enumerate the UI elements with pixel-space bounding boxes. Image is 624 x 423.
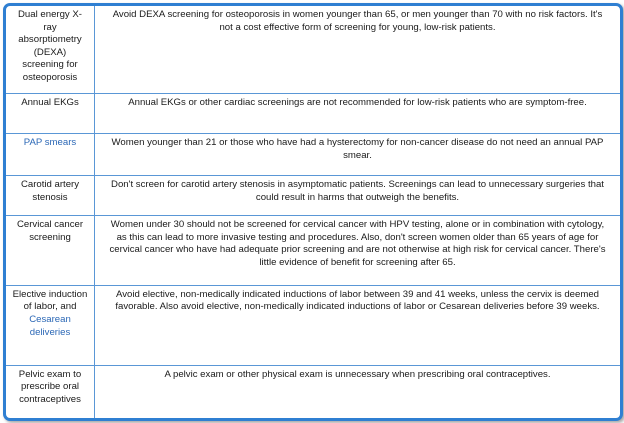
table-row — [6, 216, 620, 286]
table-row — [6, 94, 620, 134]
topic-cell — [6, 285, 95, 365]
table-row — [6, 134, 620, 176]
recommendation-cell: Don't screen for carotid artery stenosis in asymptomatic patients. Screenings can lead to unnecessary surgeries that could result in harms that outweigh the benefits. — [95, 176, 621, 216]
recommendation-cell: Avoid DEXA screening for osteoporosis in women younger than 65, or men younger than 70 with no risk factors. It's not a cost effective form of screening for young, low-risk patients. — [95, 6, 621, 94]
topic-cell: Pelvic exam to prescribe oral contraceptives — [6, 365, 95, 418]
topic-cell: Annual EKGs — [6, 94, 95, 134]
cesarean-link[interactable]: Cesarean deliveries — [29, 313, 71, 338]
recommendation-cell: Women younger than 21 or those who have had a hysterectomy for non-cancer disease do not need an annual PAP smear. — [95, 134, 621, 176]
recommendations-table — [6, 6, 620, 418]
recommendations-table-frame — [3, 3, 623, 421]
recommendation-cell: Annual EKGs or other cardiac screenings are not recommended for low-risk patients who are symptom-free. — [95, 94, 621, 134]
recommendation-cell: Women under 30 should not be screened for cervical cancer with HPV testing, alone or in combination with cytology, as this can lead to more invasive testing and procedures. Also, don't screen women older than 65 years of age for cervical cancer who have had adequate prior screening and are not otherwise at high risk for cervical cancer. There's little evidence of benefit for screening after 65. — [95, 216, 621, 286]
recommendation-cell: A pelvic exam or other physical exam is unnecessary when prescribing oral contraceptives. — [95, 365, 621, 418]
recommendation-cell: Avoid elective, non-medically indicated inductions of labor between 39 and 41 weeks, unless the cervix is deemed favorable. Also avoid elective, non-medically indicated inductions of labor or Cesarean deliveries before 39 weeks. — [95, 285, 621, 365]
topic-cell: Cervical cancer screening — [6, 216, 95, 286]
topic-text: Elective induction of labor, and — [12, 288, 88, 313]
topic-link[interactable]: PAP smears — [6, 134, 95, 176]
topic-cell: Carotid artery stenosis — [6, 176, 95, 216]
table-row — [6, 285, 620, 365]
table-row — [6, 365, 620, 418]
table-row — [6, 6, 620, 94]
topic-cell: Dual energy X-ray absorptiometry (DEXA) screening for osteoporosis — [6, 6, 95, 94]
table-row — [6, 176, 620, 216]
